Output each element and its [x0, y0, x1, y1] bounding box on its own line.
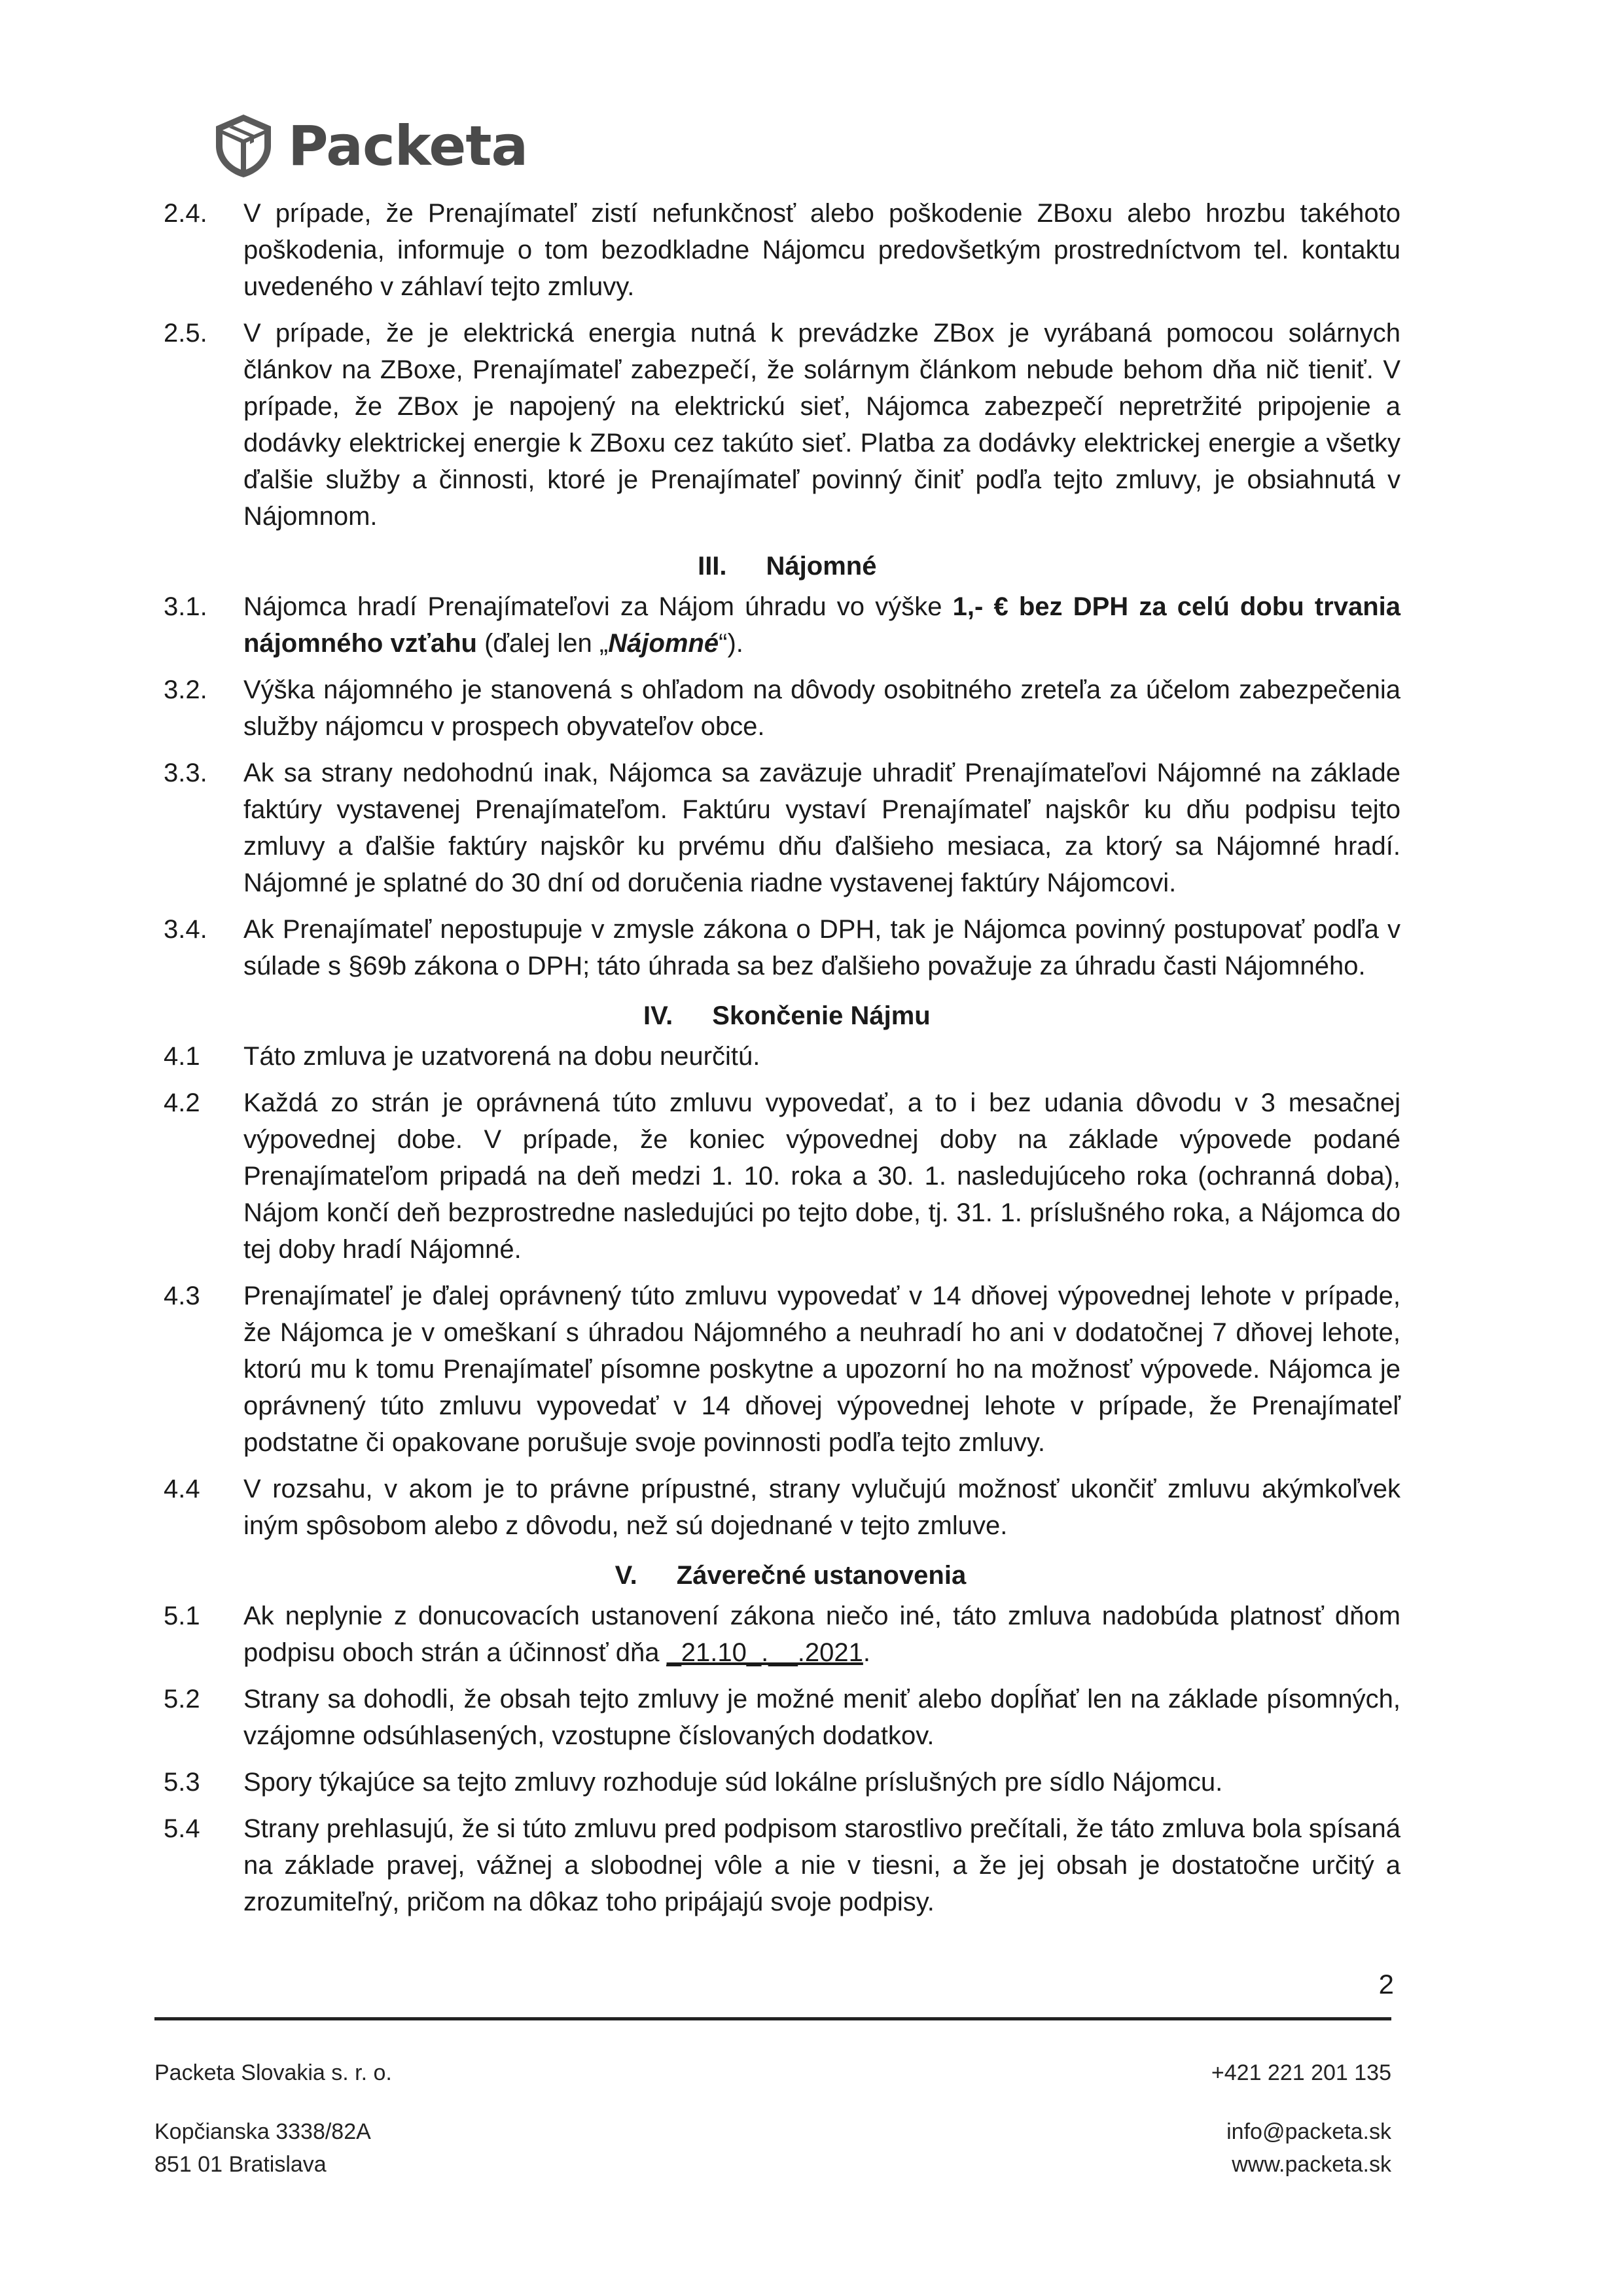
section-heading-zaverecne: [164, 1557, 1400, 1594]
rent-amount: 1,- € bez DPH za celú dobu trvania nájomného vzťahu: [243, 592, 1400, 658]
email-address: info@packeta.sk: [1226, 2119, 1391, 2144]
clause-4-3: [164, 1278, 1400, 1461]
section-title: Nájomné: [766, 552, 877, 581]
clause-text: Nájomca hradí Prenajímateľovi za Nájom úhradu vo výške 1,- € bez DPH za celú dobu trvania nájomného vzťahu (ďalej len „Nájomné“).: [243, 592, 1400, 658]
website-url: www.packeta.sk: [1232, 2152, 1391, 2177]
clause-number: 3.1.: [164, 592, 207, 621]
effective-date-field: _21.10_.__.2021: [666, 1638, 863, 1667]
clause-number: 4.4: [164, 1475, 200, 1503]
clause-text: V prípade, že Prenajímateľ zistí nefunkčnosť alebo poškodenie ZBoxu alebo hrozbu takéhoto poškodenia, informuje o tom bezodkladne Nájomcu predovšetkým prostredníctvom tel. kontaktu uvedeného v záhlaví tejto zmluvy.: [243, 199, 1400, 301]
clause-number: 5.4: [164, 1814, 200, 1843]
clause-number: 5.3: [164, 1768, 200, 1797]
clause-number: 3.4.: [164, 915, 207, 944]
clause-text: Ak neplynie z donucovacích ustanovení zákona niečo iné, táto zmluva nadobúda platnosť dňom podpisu oboch strán a účinnosť dňa _21.10_.__.2021.: [243, 1602, 1400, 1667]
footer-contacts: [1211, 2056, 1391, 2181]
clause-text: Strany sa dohodli, že obsah tejto zmluvy je možné meniť alebo dopĺňať len na základe písomných, vzájomne odsúhlasených, vzostupne číslovaných dodatkov.: [243, 1685, 1400, 1750]
clause-text: Výška nájomného je stanovená s ohľadom na dôvody osobitného zreteľa za účelom zabezpečenia služby nájomcu v prospech obyvateľov obce.: [243, 675, 1400, 741]
clause-3-1: [164, 588, 1400, 662]
clause-4-1: [164, 1038, 1400, 1075]
footer-address: [154, 2056, 392, 2181]
footer-divider: [154, 2017, 1391, 2020]
clause-3-2: [164, 672, 1400, 745]
clause-2-5: [164, 315, 1400, 535]
clause-number: 2.4.: [164, 199, 207, 228]
clause-4-2: [164, 1085, 1400, 1268]
street-address: Kopčianska 3338/82A: [154, 2119, 371, 2144]
clause-text: Prenajímateľ je ďalej oprávnený túto zmluvu vypovedať v 14 dňovej výpovednej lehote v prípade, že Nájomca je v omeškaní s úhradou Nájomného a neuhradí ho ani v dodatočnej 7 dňovej lehote, ktorú mu k tomu Prenajímateľ písomne poskytne a upozorní ho na možnosť výpovede. Nájomca je oprávnený túto zmluvu vypovedať v 14 dňovej výpovednej lehote v prípade, že Prenajímateľ podstatne či opakovane porušuje svoje povinnosti podľa tejto zmluvy.: [243, 1282, 1400, 1457]
clause-number: 4.2: [164, 1088, 200, 1117]
clause-text: Spory týkajúce sa tejto zmluvy rozhoduje súd lokálne príslušných pre sídlo Nájomcu.: [243, 1768, 1223, 1797]
clause-3-3: [164, 755, 1400, 901]
clause-number: 3.2.: [164, 675, 207, 704]
company-name: Packeta Slovakia s. r. o.: [154, 2060, 392, 2085]
clause-text: Ak Prenajímateľ nepostupuje v zmysle zákona o DPH, tak je Nájomca povinný postupovať podľa v súlade s §69b zákona o DPH; táto úhrada sa bez ďalšieho považuje za úhradu časti Nájomného.: [243, 915, 1400, 980]
section-number: V.: [615, 1561, 637, 1590]
clause-2-4: [164, 195, 1400, 305]
clause-5-3: [164, 1764, 1400, 1801]
phone-number: +421 221 201 135: [1211, 2060, 1391, 2085]
clause-text: V rozsahu, v akom je to právne prípustné, strany vylučujú možnosť ukončiť zmluvu akýmkoľvek iným spôsobom alebo z dôvodu, než sú dojednané v tejto zmluve.: [243, 1475, 1400, 1540]
clause-text: Táto zmluva je uzatvorená na dobu neurčitú.: [243, 1042, 760, 1071]
logo-text: Packeta: [288, 114, 528, 178]
clause-4-4: [164, 1471, 1400, 1544]
clause-5-4: [164, 1810, 1400, 1920]
clause-number: 4.1: [164, 1042, 200, 1071]
clause-5-1: [164, 1598, 1400, 1671]
clause-5-2: [164, 1681, 1400, 1754]
defined-term: Nájomné: [608, 629, 719, 658]
section-title: Záverečné ustanovenia: [676, 1561, 967, 1590]
clause-3-4: [164, 911, 1400, 984]
clause-number: 4.3: [164, 1282, 200, 1310]
clause-text: Ak sa strany nedohodnú inak, Nájomca sa zaväzuje uhradiť Prenajímateľovi Nájomné na základe faktúry vystavenej Prenajímateľom. Faktúru vystaví Prenajímateľ najskôr ku dňu podpisu tejto zmluvy a ďalšie faktúry najskôr ku prvému dňu ďalšieho mesiaca, za ktorý sa Nájomné hradí. Nájomné je splatné do 30 dní od doručenia riadne vystavenej faktúry Nájomcovi.: [243, 759, 1400, 897]
clause-text: Strany prehlasujú, že si túto zmluvu pred podpisom starostlivo prečítali, že táto zmluva bola spísaná na základe pravej, vážnej a slobodnej vôle a nie v tiesni, a že jej obsah je dostatočne určitý a zrozumiteľný, pričom na dôkaz toho pripájajú svoje podpisy.: [243, 1814, 1400, 1916]
clause-number: 5.1: [164, 1602, 200, 1630]
section-heading-skoncenie: [164, 997, 1400, 1034]
page-number: 2: [1378, 1969, 1394, 2000]
section-number: III.: [698, 552, 727, 581]
packeta-logo: [211, 110, 527, 182]
city-address: 851 01 Bratislava: [154, 2152, 327, 2177]
section-number: IV.: [643, 1001, 673, 1030]
section-title: Skončenie Nájmu: [712, 1001, 931, 1030]
clause-number: 2.5.: [164, 319, 207, 348]
clause-number: 5.2: [164, 1685, 200, 1713]
clause-text: V prípade, že je elektrická energia nutná k prevádzke ZBox je vyrábaná pomocou solárnych článkov na ZBoxe, Prenajímateľ zabezpečí, že solárnym článkom nebude behom dňa nič tieniť. V prípade, že ZBox je napojený na elektrickú sieť, Nájomca zabezpečí nepretržité pripojenie a dodávky elektrickej energie k ZBoxu cez takúto sieť. Platba za dodávky elektrickej energie a všetky ďalšie služby a činnosti, ktoré je Prenajímateľ povinný činiť podľa tejto zmluvy, je obsiahnutá v Nájomnom.: [243, 319, 1400, 531]
clause-number: 3.3.: [164, 759, 207, 787]
section-heading-najomne: [164, 548, 1400, 584]
contract-body: [164, 195, 1400, 1930]
clause-text: Každá zo strán je oprávnená túto zmluvu vypovedať, a to i bez udania dôvodu v 3 mesačnej výpovednej dobe. V prípade, že koniec výpovednej doby na základe výpovede podané Prenajímateľom pripadá na deň medzi 1. 10. roka a 30. 1. nasledujúceho roka (ochranná doba), Nájom končí deň bezprostredne nasledujúci po tejto dobe, tj. 31. 1. príslušného roka, a Nájomca do tej doby hradí Nájomné.: [243, 1088, 1400, 1264]
packeta-box-logo-icon: [211, 112, 276, 180]
